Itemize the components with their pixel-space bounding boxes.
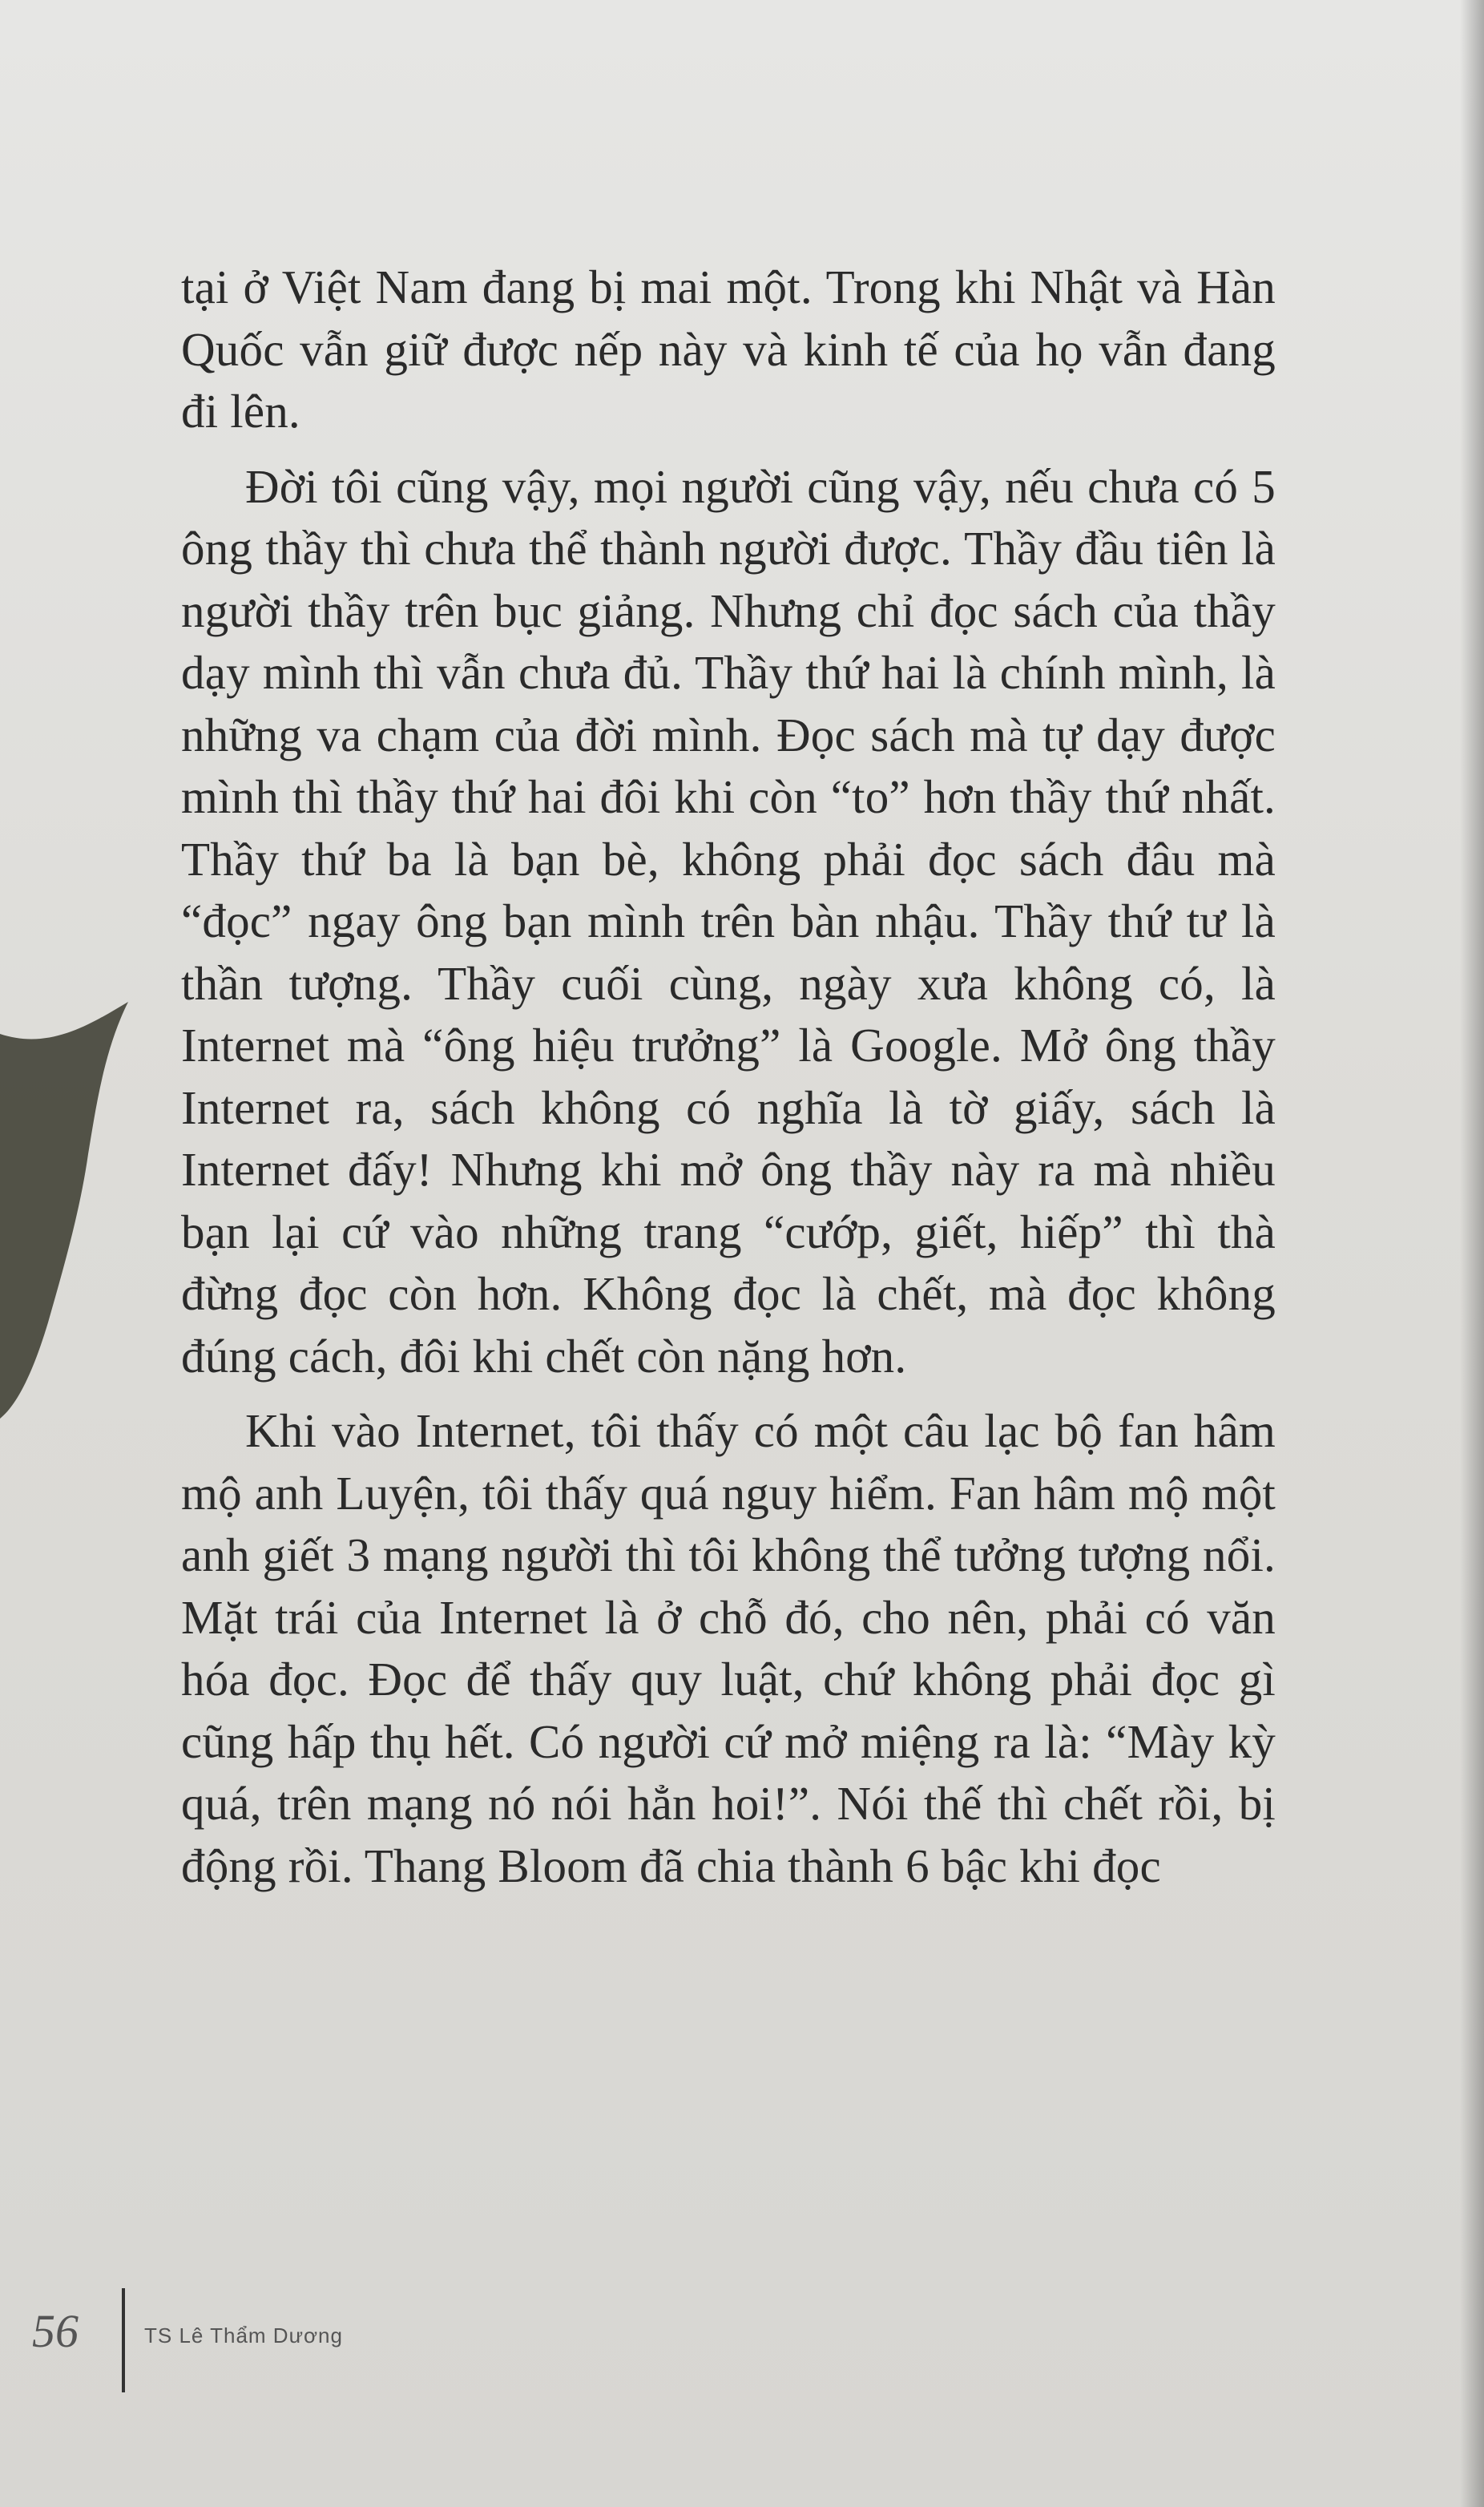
leaf-shadow-decoration: [0, 1002, 136, 1419]
paragraph: Khi vào Internet, tôi thấy có một câu lạc bộ fan hâm mộ anh Luyện, tôi thấy quá nguy hiểm. Fan hâm mộ một anh giết 3 mạng người thì tôi không thể tưởng tượng nổi. Mặt trái của Internet là ở chỗ đó, cho nên, phải có văn hóa đọc. Đọc để thấy quy luật, chứ không phải đọc gì cũng hấp thụ hết. Có người cứ mở miệng ra là: “Mày kỳ quá, trên mạng nó nói hẳn hoi!”. Nói thế thì chết rồi, bị động rồi. Thang Bloom đã chia thành 6 bậc khi đọc: [181, 1404, 1276, 1892]
paragraph: tại ở Việt Nam đang bị mai một. Trong khi Nhật và Hàn Quốc vẫn giữ được nếp này và kinh tế của họ vẫn đang đi lên.: [181, 260, 1276, 438]
page-footer: [32, 2288, 513, 2392]
body-text: [181, 256, 1276, 1897]
paragraph: Đời tôi cũng vậy, mọi người cũng vậy, nếu chưa có 5 ông thầy thì chưa thể thành người được. Thầy đầu tiên là người thầy trên bục giảng. Nhưng chỉ đọc sách của thầy dạy mình thì vẫn chưa đủ. Thầy thứ hai là chính mình, là những va chạm của đời mình. Đọc sách mà tự dạy được mình thì thầy thứ hai đôi khi còn “to” hơn thầy thứ nhất. Thầy thứ ba là bạn bè, không phải đọc sách đâu mà “đọc” ngay ông bạn mình trên bàn nhậu. Thầy thứ tư là thần tượng. Thầy cuối cùng, ngày xưa không có, là Internet mà “ông hiệu trưởng” là Google. Mở ông thầy Internet ra, sách không có nghĩa là tờ giấy, sách là Internet đấy! Nhưng khi mở ông thầy này ra mà nhiều bạn lại cứ vào những trang “cướp, giết, hiếp” thì thà đừng đọc còn hơn. Không đọc là chết, mà đọc không đúng cách, đôi khi chết còn nặng hơn.: [181, 459, 1276, 1383]
page-edge-shadow: [1460, 0, 1484, 2507]
page-number: 56: [32, 2305, 79, 2357]
footer-divider: [122, 2288, 125, 2392]
footer-author: TS Lê Thẩm Dương: [144, 2323, 343, 2348]
